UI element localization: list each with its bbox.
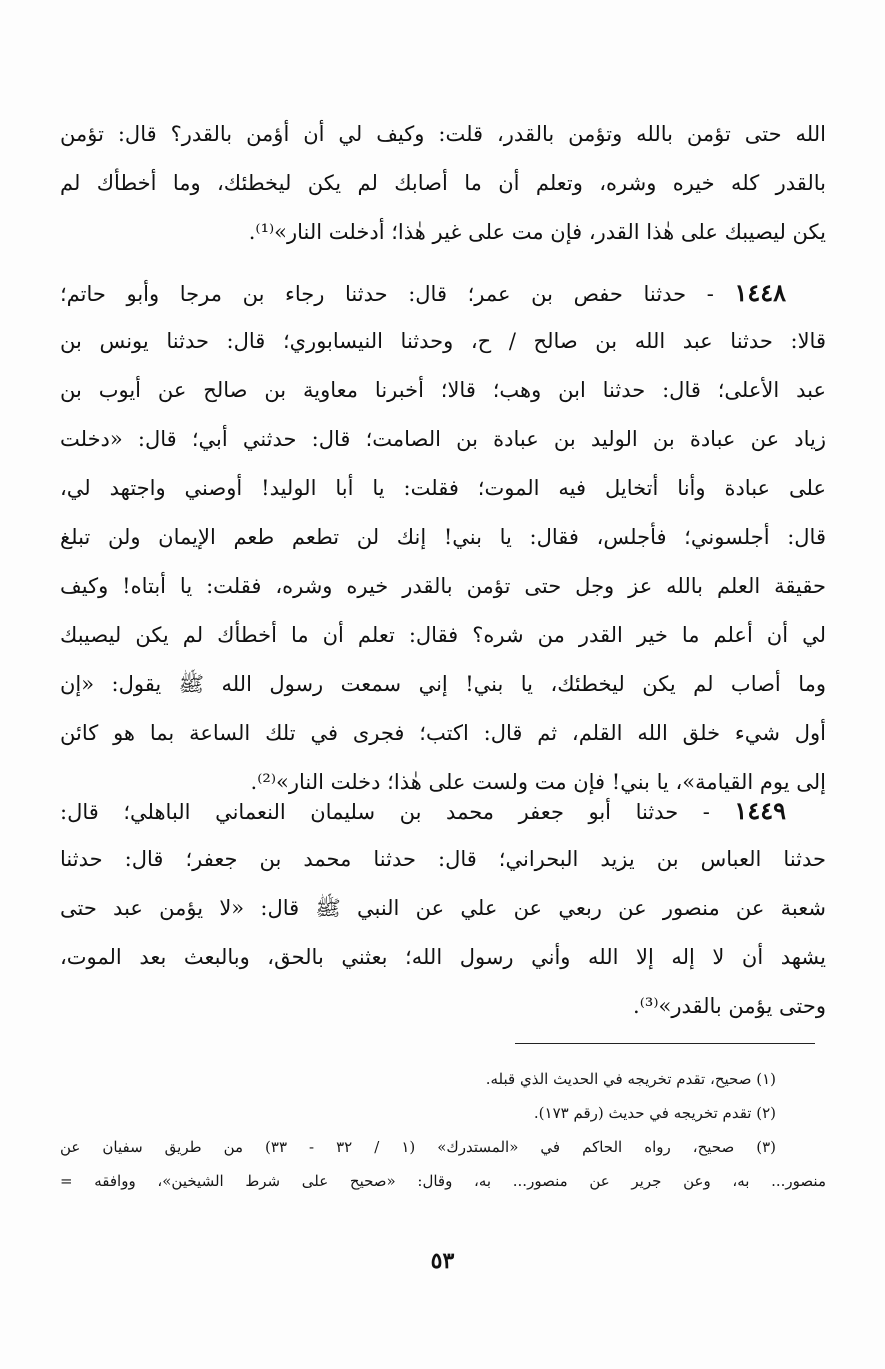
text-line: قالا: حدثنا عبد الله بن صالح / ح، وحدثنا النيسابوري؛ قال: حدثنا يونس بن [60, 329, 826, 353]
text-line: شعبة عن منصور عن ربعي عن علي عن النبي ﷺ قال: «لا يؤمن عبد حتى [60, 896, 826, 920]
hadith-first-line [60, 268, 826, 317]
footnote-divider [515, 1043, 815, 1044]
footnote-2: (٢) تقدم تخريجه في حديث (رقم ١٧٣). [533, 1104, 776, 1122]
text-line: يكن ليصيبك على هٰذا القدر، فإن مت على غير هٰذا؛ أدخلت النار»⁽¹⁾. [248, 220, 826, 244]
page-number: ٥٣ [430, 1248, 455, 1274]
top-paragraph [60, 110, 826, 257]
text-line: زياد عن عبادة بن الوليد بن عبادة بن الصامت؛ قال: حدثني أبي؛ قال: «دخلت [60, 427, 826, 451]
text-line: على عبادة وأنا أتخايل فيه الموت؛ فقلت: يا أبا الوليد! أوصني واجتهد لي، [60, 476, 826, 500]
hadith-number: ١٤٤٨ [734, 278, 786, 307]
footnote-1: (١) صحيح، تقدم تخريجه في الحديث الذي قبله. [485, 1070, 776, 1088]
footnote-3-continued: منصور... به، وعن جرير عن منصور... به، وقال: «صحيح على شرط الشيخين»، ووافقه = [60, 1172, 826, 1190]
text-line: بالقدر كله خيره وشره، وتعلم أن ما أصابك لم يكن ليخطئك، وما أخطأك لم [60, 171, 826, 195]
text-line: وحتى يؤمن بالقدر»⁽³⁾. [633, 994, 826, 1018]
text-line: حقيقة العلم بالله عز وجل حتى تؤمن بالقدر خيره وشره، فقلت: يا أبتاه! وكيف [60, 574, 826, 598]
hadith-number: ١٤٤٩ [734, 796, 786, 825]
text-line: عبد الأعلى؛ قال: حدثنا ابن وهب؛ قالا؛ أخبرنا معاوية بن صالح عن أيوب بن [60, 378, 826, 402]
text-line: وما أصاب لم يكن ليخطئك، يا بني! إني سمعت رسول الله ﷺ يقول: «إن [60, 672, 826, 696]
text-line: يشهد أن لا إله إلا الله وأني رسول الله؛ بعثني بالحق، وبالبعث بعد الموت، [60, 945, 826, 969]
hadith-1448 [60, 268, 826, 807]
hadith-1449 [60, 786, 826, 1031]
text-line: قال: أجلسوني؛ فأجلس، فقال: يا بني! إنك لن تطعم طعم الإيمان ولن تبلغ [60, 525, 826, 549]
text-line: حدثنا العباس بن يزيد البحراني؛ قال: حدثنا محمد بن جعفر؛ قال: حدثنا [60, 847, 826, 871]
text-line: إلى يوم القيامة»، يا بني! فإن مت ولست على هٰذا؛ دخلت النار»⁽²⁾. [250, 770, 826, 794]
footnotes [60, 1062, 826, 1198]
text-line: أول شيء خلق الله القلم، ثم قال: اكتب؛ فجرى في تلك الساعة بما هو كائن [60, 721, 826, 745]
text-line: لي أن أعلم ما خير القدر من شره؟ فقال: تعلم أن ما أخطأك لم يكن ليصيبك [60, 623, 826, 647]
footnote-3: (٣) صحيح، رواه الحاكم في «المستدرك» (١ / ٣٢ - ٣٣) من طريق سفيان عن [60, 1138, 776, 1156]
hadith-first-line [60, 786, 826, 835]
text-line: الله حتى تؤمن بالله وتؤمن بالقدر، قلت: وكيف لي أن أؤمن بالقدر؟ قال: تؤمن [60, 122, 826, 146]
hadith-intro: - حدثنا حفص بن عمر؛ قال: حدثنا رجاء بن مرجا وأبو حاتم؛ [60, 282, 714, 306]
hadith-intro: - حدثنا أبو جعفر محمد بن سليمان النعماني الباهلي؛ قال: [60, 800, 710, 824]
